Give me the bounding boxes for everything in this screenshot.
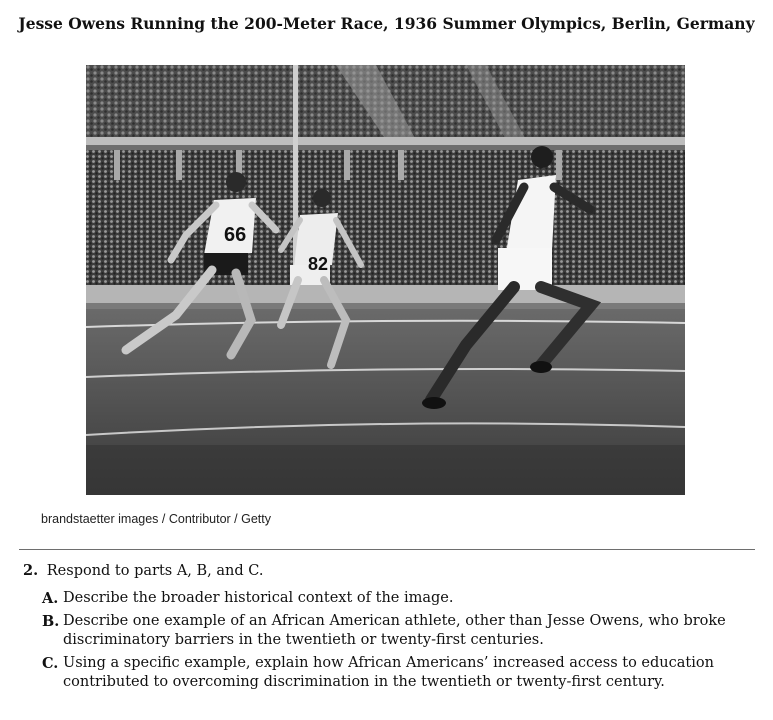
question-prompt <box>23 561 763 581</box>
part-letter: C. <box>42 655 59 672</box>
section-divider <box>19 549 755 550</box>
part-text: Describe the broader historical context of the image. <box>63 590 454 606</box>
question-part-c <box>42 654 742 692</box>
runner-bib-middle: 82 <box>308 254 329 274</box>
olympic-race-photo <box>86 65 685 495</box>
photo-credit: brandstaetter images / Contributor / Getty <box>41 512 271 526</box>
question-part-b <box>42 612 742 650</box>
question-text: Respond to parts A, B, and C. <box>46 563 264 579</box>
part-letter: A. <box>42 590 59 607</box>
question-number: 2. <box>23 562 39 579</box>
document-title: Jesse Owens Running the 200-Meter Race, 1936 Summer Olympics, Berlin, Germany <box>18 14 755 33</box>
part-text: Describe one example of an African American athlete, other than Jesse Owens, who broke discriminatory barriers in the twentieth or twenty-first centuries. <box>63 613 726 648</box>
part-letter: B. <box>42 613 60 630</box>
question-part-a <box>42 589 742 608</box>
runner-bib-left: 66 <box>224 224 247 246</box>
part-text: Using a specific example, explain how African Americans’ increased access to education contributed to overcoming discrimination in the twentieth or twenty-first century. <box>63 655 714 690</box>
